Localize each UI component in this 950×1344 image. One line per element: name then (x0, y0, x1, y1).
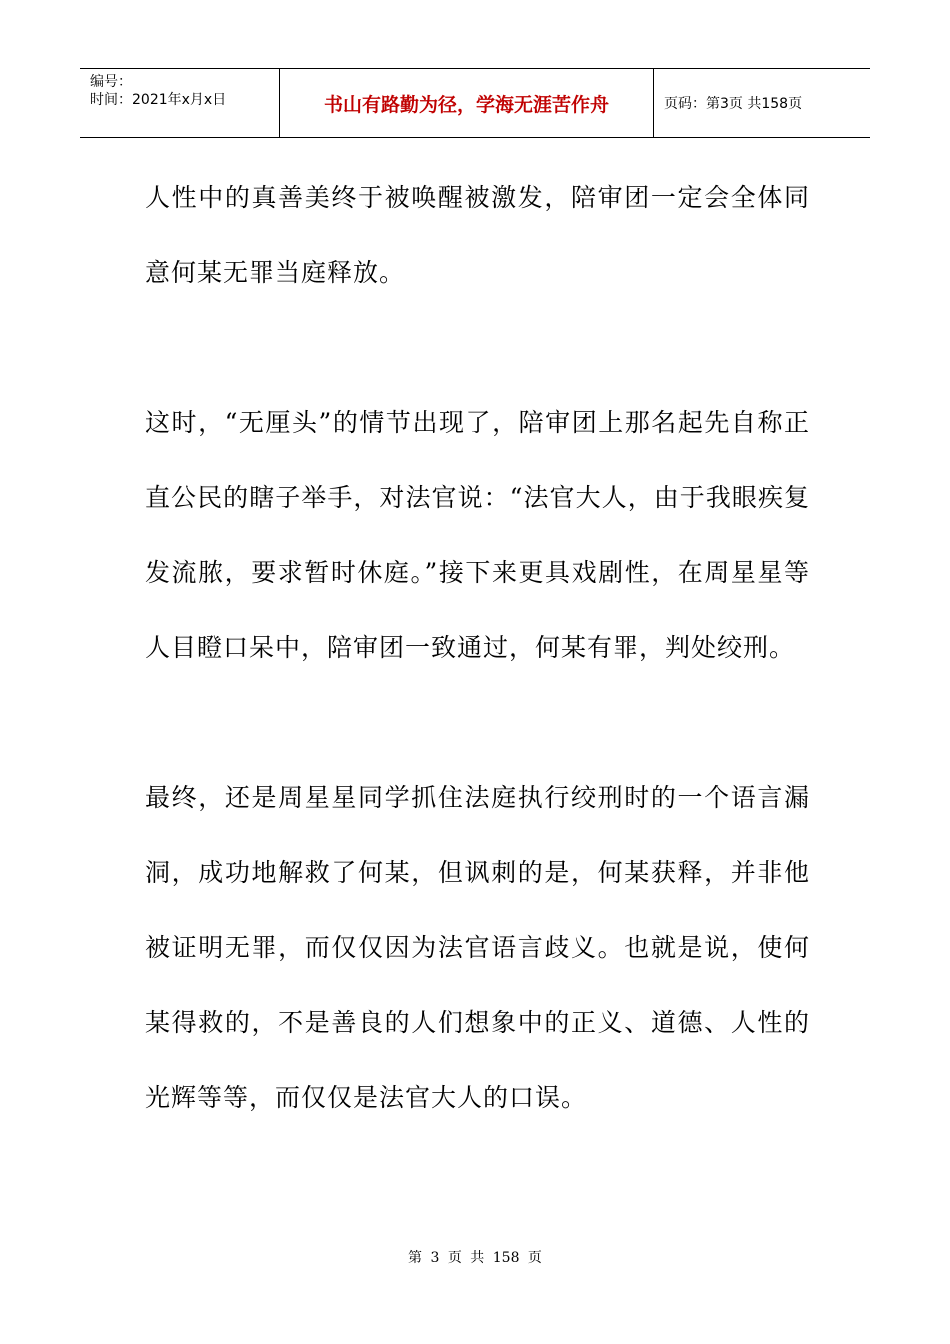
paragraph-gap (145, 685, 810, 760)
paragraph-1: 人性中的真善美终于被唤醒被激发，陪审团一定会全体同意何某无罪当庭释放。 (145, 183, 810, 287)
body-text (145, 160, 810, 1135)
paragraph-3: 最终，还是周星星同学抓住法庭执行绞刑时的一个语言漏洞，成功地解救了何某，但讽刺的是，何某获释，并非他被证明无罪，而仅仅因为法官语言歧义。也就是说，使何某得救的，不是善良的人们想象中的正义、道德、人性的光辉等等，而仅仅是法官大人的口误。 (145, 783, 810, 1112)
page-header (80, 68, 870, 138)
header-motto: 书山有路勤为径，学海无涯苦作舟 (280, 69, 654, 137)
page-footer: 第 3 页 共 158 页 (408, 1250, 542, 1266)
paragraph-gap (145, 310, 810, 385)
header-meta (80, 69, 280, 137)
document-date: 时间：2021年x月x日 (90, 92, 227, 108)
paragraph-2: 这时，“无厘头”的情节出现了，陪审团上那名起先自称正直公民的瞎子举手，对法官说：“法官大人，由于我眼疾复发流脓，要求暂时休庭。”接下来更具戏剧性，在周星星等人目瞪口呆中，陪审团一致通过，何某有罪，判处绞刑。 (145, 408, 810, 662)
document-number-label: 编号： (90, 74, 132, 90)
header-page-info: 页码：第3页 共158页 (664, 96, 803, 112)
